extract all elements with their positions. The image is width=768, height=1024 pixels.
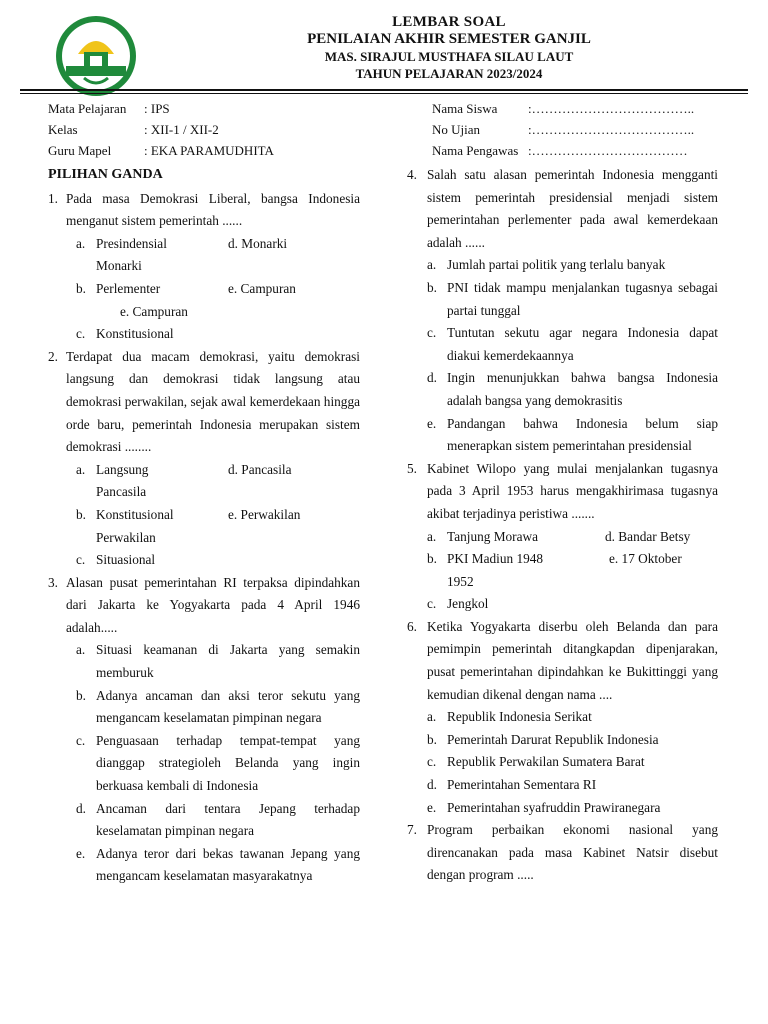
option-text[interactable]: Pemerintah Darurat Republik Indonesia xyxy=(447,731,659,747)
info-student-name-field[interactable]: :……………………………….. xyxy=(528,101,695,116)
option-text[interactable]: Presindensial xyxy=(96,235,167,251)
question-5-options xyxy=(427,526,718,616)
question-3-options xyxy=(76,639,360,888)
option-text[interactable]: Pemerintahan Sementara RI xyxy=(447,777,597,793)
header-divider xyxy=(20,89,748,91)
exam-info-left xyxy=(48,98,274,161)
option-continuation: 1952 xyxy=(447,573,474,589)
option-letter[interactable]: a. xyxy=(427,528,437,544)
header-exam-name: PENILAIAN AKHIR SEMESTER GANJIL xyxy=(307,31,591,47)
option-letter[interactable]: a. xyxy=(76,461,86,477)
option-text[interactable]: d. Bandar Betsy xyxy=(605,528,691,544)
info-subject-label: Mata Pelajaran xyxy=(48,101,127,116)
exam-info-right xyxy=(432,98,694,161)
question-3 xyxy=(48,572,360,640)
option-text[interactable]: Jumlah partai politik yang terlalu banyak xyxy=(447,257,666,273)
question-number: 1. xyxy=(48,190,58,206)
option-letter[interactable]: b. xyxy=(76,280,86,296)
option-text[interactable]: e. 17 Oktober xyxy=(609,551,682,567)
option-continuation: Monarki xyxy=(96,258,142,274)
option-text[interactable]: Ingin menunjukkan bahwa bangsa Indonesia adalah bangsa yang demokrasitis xyxy=(447,370,718,408)
option-item[interactable] xyxy=(427,706,718,729)
option-text[interactable]: Adanya teror dari bekas tawanan Jepang yang mengancam keselamatan masyarakatnya xyxy=(96,845,360,884)
question-number: 4. xyxy=(407,167,417,182)
option-text[interactable]: Ancaman dari tentara Jepang terhadap keselamatan pimpinan negara xyxy=(96,800,360,839)
question-2-options xyxy=(76,459,360,572)
option-letter[interactable]: c. xyxy=(427,754,437,770)
header-title: LEMBAR SOAL xyxy=(392,14,506,30)
option-item[interactable] xyxy=(76,730,360,798)
option-text[interactable]: Adanya ancaman dan aksi teror sekutu yang mengancam keselamatan pimpinan negara xyxy=(96,687,360,726)
option-letter[interactable]: e. xyxy=(76,845,86,861)
option-letter[interactable]: d. xyxy=(76,800,86,816)
option-text[interactable]: Konstitusional xyxy=(96,326,174,342)
option-continuation: Pancasila xyxy=(96,484,147,500)
option-letter[interactable]: c. xyxy=(76,732,86,748)
option-letter[interactable]: a. xyxy=(427,257,437,273)
option-continuation: e. Campuran xyxy=(120,303,188,319)
option-item[interactable] xyxy=(427,277,718,322)
option-item[interactable] xyxy=(427,413,718,458)
question-text: Pada masa Demokrasi Liberal, bangsa Indonesia menganut sistem pemerintah ...... xyxy=(66,190,360,229)
header-school-year: TAHUN PELAJARAN 2023/2024 xyxy=(355,66,543,81)
option-letter[interactable]: c. xyxy=(427,325,437,341)
question-text: Kabinet Wilopo yang mulai menjalankan tugasnya pada 3 April 1953 harus mengakhirimasa tugasnya akibat terjadinya peristiwa ....... xyxy=(427,460,718,521)
info-proctor-field[interactable]: :……………………………… xyxy=(528,143,688,158)
option-letter[interactable]: b. xyxy=(427,279,437,295)
info-exam-number-field[interactable]: :……………………………….. xyxy=(528,122,695,137)
info-subject-value: : IPS xyxy=(144,101,170,116)
option-text[interactable]: Jengkol xyxy=(447,596,489,612)
question-4-options xyxy=(427,254,718,457)
question-1-options xyxy=(76,233,360,346)
question-1 xyxy=(48,188,360,233)
question-5 xyxy=(407,458,718,526)
option-letter[interactable]: c. xyxy=(76,552,86,568)
question-text: Terdapat dua macam demokrasi, yaitu demokrasi langsung dan demokrasi tidak langsung atau demokrasi perwakilan, sejak awal kemerdekaan hingga orde baru, pemerintah Indonesia merupakan sistem demokrasi ........ xyxy=(66,348,360,455)
info-class-value: : XII-1 / XII-2 xyxy=(144,122,219,137)
question-6-options xyxy=(427,706,718,819)
question-text: Alasan pusat pemerintahan RI terpaksa dipindahkan dari Jakarta ke Yogyakarta pada 4 April 1946 adalah..... xyxy=(66,574,360,635)
question-text: Ketika Yogyakarta diserbu oleh Belanda dan para pemimpin pemerintah ditangkapdan dipenjarakan, pusat pemerintahan dipindahkan ke Bukittinggi yang kemudian dikenal dengan nama .... xyxy=(427,618,718,702)
option-text[interactable]: d. Pancasila xyxy=(228,461,292,477)
header-school-name: MAS. SIRAJUL MUSTHAFA SILAU LAUT xyxy=(324,49,574,64)
option-text[interactable]: d. Monarki xyxy=(228,235,288,251)
option-letter[interactable]: e. xyxy=(427,799,437,815)
option-letter[interactable]: b. xyxy=(427,731,437,747)
left-column xyxy=(48,164,360,888)
option-letter[interactable]: a. xyxy=(76,642,86,658)
question-number: 7. xyxy=(407,822,417,838)
option-text[interactable]: Pemerintahan syafruddin Prawiranegara xyxy=(447,799,661,815)
option-letter[interactable]: a. xyxy=(76,235,86,251)
option-letter[interactable]: d. xyxy=(427,370,437,386)
option-text[interactable]: e. Perwakilan xyxy=(228,506,301,522)
header-divider-thin xyxy=(20,93,748,94)
question-2 xyxy=(48,346,360,459)
option-letter[interactable]: a. xyxy=(427,709,437,725)
option-letter[interactable]: e. xyxy=(427,415,437,431)
section-title: PILIHAN GANDA xyxy=(48,167,163,182)
option-text[interactable]: Republik Perwakilan Sumatera Barat xyxy=(447,754,645,770)
option-text[interactable]: Tanjung Morawa xyxy=(447,528,539,544)
question-number: 3. xyxy=(48,574,58,590)
option-item[interactable] xyxy=(427,367,718,412)
right-column xyxy=(407,164,718,887)
option-item[interactable] xyxy=(427,322,718,367)
question-number: 6. xyxy=(407,618,417,634)
option-item[interactable] xyxy=(76,639,360,684)
option-continuation: Perwakilan xyxy=(96,529,156,545)
question-6 xyxy=(407,616,718,706)
option-item[interactable] xyxy=(427,751,718,774)
option-item[interactable] xyxy=(76,798,360,843)
info-student-name-label: Nama Siswa xyxy=(432,101,498,116)
info-teacher-label: Guru Mapel xyxy=(48,143,112,158)
option-text[interactable]: PKI Madiun 1948 xyxy=(447,551,544,567)
option-item[interactable] xyxy=(427,774,718,797)
option-text[interactable]: Langsung xyxy=(96,461,149,477)
option-text[interactable]: Tuntutan sekutu agar negara Indonesia dapat diakui kemerdekaannya xyxy=(447,325,718,363)
option-text[interactable]: Pandangan bahwa Indonesia belum siap menerapkan sistem pemerintahan presidensial xyxy=(447,415,718,454)
info-exam-number-label: No Ujian xyxy=(432,122,481,137)
option-text[interactable]: Situasi keamanan di Jakarta yang semakin memburuk xyxy=(96,642,360,681)
info-teacher-value: : EKA PARAMUDHITA xyxy=(144,143,274,158)
question-text: Salah satu alasan pemerintah Indonesia mengganti sistem pemerintah presidensial menjadi sistem pemerintahan perlementer pada awal kemerdekaan adalah ...... xyxy=(427,167,718,250)
option-item[interactable] xyxy=(76,843,360,888)
option-text[interactable]: Penguasaan terhadap tempat-tempat yang dianggap strategioleh Belanda yang ingin berkuasa kembali di Indonesia xyxy=(96,732,360,794)
option-text[interactable]: Perlementer xyxy=(96,280,161,296)
option-text[interactable]: PNI tidak mampu menjalankan tugasnya sebagai partai tunggal xyxy=(447,279,718,318)
option-text[interactable]: e. Campuran xyxy=(228,280,296,296)
option-text[interactable]: Republik Indonesia Serikat xyxy=(447,709,592,725)
question-7 xyxy=(407,819,718,887)
option-text[interactable]: Situasional xyxy=(96,552,156,568)
option-letter[interactable]: b. xyxy=(427,551,437,567)
info-class-label: Kelas xyxy=(48,122,78,137)
option-item[interactable] xyxy=(427,254,718,277)
school-emblem-icon xyxy=(54,14,138,98)
option-item[interactable] xyxy=(427,729,718,752)
info-proctor-label: Nama Pengawas xyxy=(432,143,519,158)
option-letter[interactable]: d. xyxy=(427,777,437,793)
question-number: 2. xyxy=(48,348,58,364)
option-letter[interactable]: b. xyxy=(76,687,86,703)
document-header xyxy=(150,14,748,82)
question-number: 5. xyxy=(407,460,417,476)
option-letter[interactable]: c. xyxy=(427,596,437,612)
option-text[interactable]: Konstitusional xyxy=(96,506,174,522)
option-item[interactable] xyxy=(76,685,360,730)
question-4 xyxy=(407,164,718,254)
option-letter[interactable]: b. xyxy=(76,506,86,522)
option-item[interactable] xyxy=(427,797,718,820)
question-text: Program perbaikan ekonomi nasional yang direncanakan pada masa Kabinet Natsir disebut dengan program ..... xyxy=(427,822,718,883)
option-letter[interactable]: c. xyxy=(76,326,86,342)
